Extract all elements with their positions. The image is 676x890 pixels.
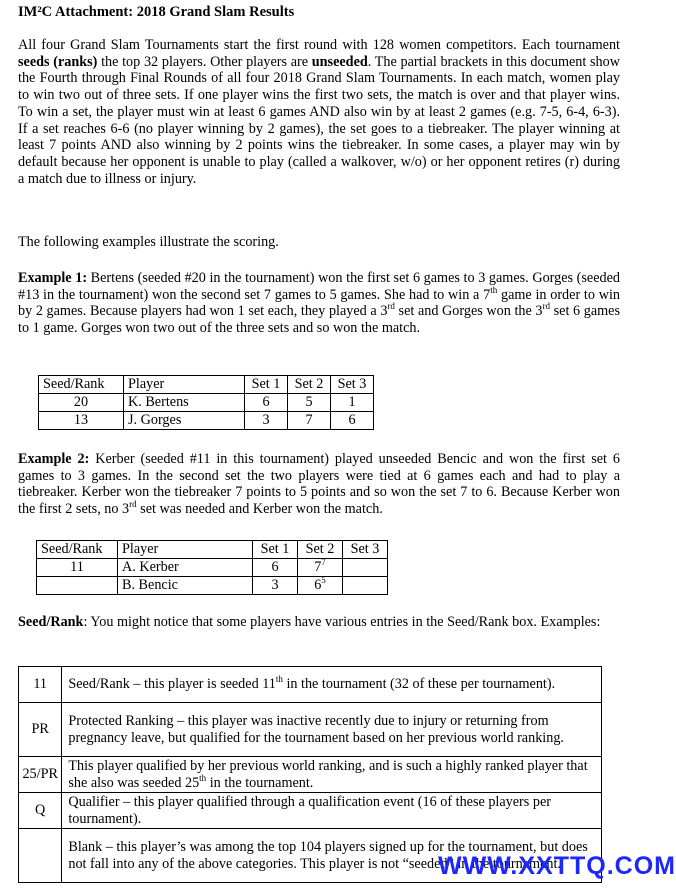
seed-code-cell [19,829,62,883]
seed-desc-cell [62,757,602,793]
seed-desc-cell [62,667,602,703]
example2-sup: rd [129,499,137,510]
table-row [19,703,602,757]
intro-text-c: the top 32 players. Other players are [97,53,312,70]
desc-text: Protected Ranking – this player was inactive recently due to injury or returning from pregnancy leave, but qualified for the tournament based on her previous world ranking. [68,713,564,746]
example1-text: set 6 games to 1 game. Gorges won two out of the three sets and so won the match. [18,303,620,337]
seedrank-text: : You might notice that some players have various entries in the Seed/Rank box. Examples: [83,614,601,630]
header-set3: Set 3 [331,376,374,394]
desc-sup: th [275,674,283,685]
set2-cell [298,559,343,577]
set2-value: 7 [314,559,322,575]
table-row [19,667,602,703]
intro-text-d: . The partial brackets in this document show the Fourth through Final Rounds of all four 2018 Grand Slam Tournaments. In each match, women play to win two out of three sets. If one player wins the first two sets, the match is over and that player wins. To win a set, the player must win at least 6 games AND also win by at least 2 games (e.g. 7-5, 6-4, 6-3). If a set reaches 6-6 (no player winning by 2 games), the set goes to a tiebreaker. The player winning at least 7 points AND also winning by 2 points wins the tiebreaker. In some cases, a player may win by default because her opponent is unable to play (called a walkover, w/o) or her opponent retires (r) during a match due to illness or injury. [18,53,620,187]
example1-text: game in order to win by 2 games. Because players had won 1 set each, they played a 3 [18,286,620,320]
example2-text: Kerber (seeded #11 in this tournament) played unseeded Bencic and won the first set 6 games to 3 games. In the second set the two players were tied at 6 games each and had to play a tiebreaker. Kerber won the tiebreaker 7 points to 5 points and so won the set 7 to 6. Because Kerber won the first 2 sets, no 3 [18,451,620,518]
header-set3: Set 3 [343,541,388,559]
header-player: Player [118,541,253,559]
watermark: WWW.XXTTQ.COM [438,852,676,880]
player-cell: K. Bertens [124,394,245,412]
table-row [39,394,374,412]
example1-score-table [38,375,374,430]
set2-cell [298,577,343,595]
seed-desc-cell [62,703,602,757]
intro-paragraph [18,37,620,187]
table-header-row [37,541,388,559]
example2-score-table [36,540,388,595]
set2-value: 6 [314,577,322,593]
header-seed-rank: Seed/Rank [39,376,124,394]
page-title: IM²C Attachment: 2018 Grand Slam Results [18,4,295,20]
table-header-row [39,376,374,394]
desc-sup: th [199,772,207,783]
example1-text: Bertens (seeded #20 in the tournament) won the first set 6 games to 3 games. Gorges (seeded #13 in the tournament) won the second set 7 games to 5 games. She had to win a 7 [18,270,620,303]
seed-desc-cell [62,793,602,829]
desc-text: Qualifier – this player qualified through a qualification event (16 of these players per tournament). [68,794,551,827]
intro-text-a: All four Grand Slam Tournaments start the first round with 128 women competitors. Each tournament [18,37,620,53]
seed-cell: 13 [39,412,124,430]
table-row [37,577,388,595]
tiebreak-points: 7 [321,557,326,567]
player-cell: J. Gorges [124,412,245,430]
table-row [19,793,602,829]
example2-label: Example 2: [18,451,90,467]
examples-intro: The following examples illustrate the scoring. [18,234,279,250]
seed-cell: 11 [37,559,118,577]
table-row [19,757,602,793]
example1-paragraph [18,270,620,337]
player-cell: A. Kerber [118,559,253,577]
seedrank-label: Seed/Rank [18,614,84,630]
example1-sup: rd [542,301,551,312]
seed-code-cell: 25/PR [19,757,62,793]
desc-text: Seed/Rank – this player is seeded 11 [68,676,276,693]
table-row [39,412,374,430]
intro-bold-seeds: seeds (ranks) [18,53,98,70]
player-cell: B. Bencic [118,577,253,595]
header-seed-rank: Seed/Rank [37,541,118,559]
seed-code-cell: Q [19,793,62,829]
set2-cell: 5 [288,394,331,412]
set1-cell: 3 [253,577,298,595]
desc-text: in the tournament (32 of these per tournament). [282,676,556,693]
header-set2: Set 2 [298,541,343,559]
example1-sup: th [490,284,498,295]
example1-label: Example 1: [18,270,88,286]
set3-cell [343,577,388,595]
header-player: Player [124,376,245,394]
seed-cell: 20 [39,394,124,412]
seed-code-cell: PR [19,703,62,757]
set1-cell: 6 [245,394,288,412]
set1-cell: 6 [253,559,298,577]
desc-text: Blank – this player’s was among the top 104 players signed up for the tournament, but does not fall into any of the above categories. This player is not “seeded” in the tournament. [68,839,588,872]
intro-bold-unseeded: unseeded [311,53,368,70]
desc-text: in the tournament. [206,774,314,791]
set3-cell: 1 [331,394,374,412]
example1-text: set and Gorges won the 3 [394,303,543,320]
header-set1: Set 1 [253,541,298,559]
seed-cell [37,577,118,595]
example2-text: set was needed and Kerber won the match. [136,501,383,518]
set2-cell: 7 [288,412,331,430]
set1-cell: 3 [245,412,288,430]
example1-sup: rd [387,301,395,312]
table-row [37,559,388,577]
set3-cell: 6 [331,412,374,430]
header-set2: Set 2 [288,376,331,394]
seedrank-table [18,666,602,883]
desc-text: This player qualified by her previous world ranking, and is such a highly ranked player that she also was seeded 25 [68,758,588,791]
seed-code-cell: 11 [19,667,62,703]
set3-cell [343,559,388,577]
header-set1: Set 1 [245,376,288,394]
tiebreak-points: 5 [321,575,326,585]
seedrank-paragraph [18,614,620,631]
example2-paragraph [18,451,620,518]
